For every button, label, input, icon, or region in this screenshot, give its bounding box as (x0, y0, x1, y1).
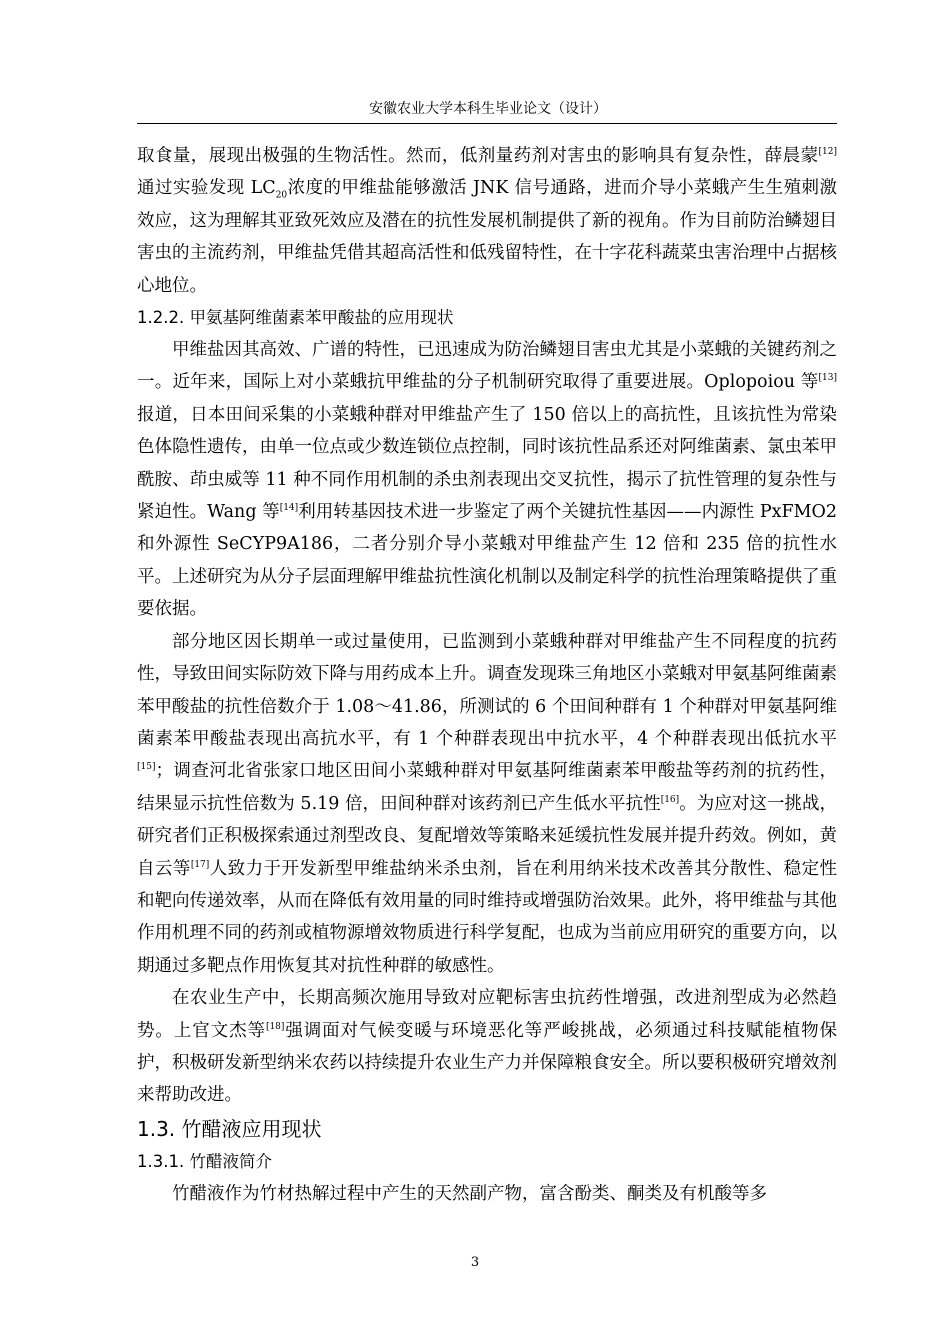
section-heading-1-3-1: 1.3.1. 竹醋液简介 (137, 1151, 272, 1171)
paragraph-1 (137, 140, 837, 302)
citation-ref: [18] (265, 1021, 285, 1032)
citation-ref: [17] (190, 859, 210, 870)
paragraph-3 (137, 626, 837, 982)
citation-ref: [16] (660, 794, 680, 805)
paragraph-text: 取食量，展现出极强的生物活性。然而，低剂量药剂对害虫的影响具有复杂性，薛晨蒙 (137, 146, 819, 166)
running-header: 安徽农业大学本科生毕业论文（设计） (369, 101, 607, 117)
paragraph-text: 利用转基因技术进一步鉴定了两个关键抗性基因——内源性 PxFMO2 和外源性 SeCYP9A186，二者分别介导小菜蛾对甲维盐产生 12 倍和 235 倍的抗性水平。上述研究为从分子层面理解甲维盐抗性演化机制以及制定科学的抗性治理策略提供了重要依据。 (137, 502, 838, 620)
section-heading-1-3: 1.3. 竹醋液应用现状 (137, 1116, 322, 1141)
page-body (137, 140, 837, 1210)
paragraph-2 (137, 334, 837, 626)
paragraph-text: 人致力于开发新型甲维盐纳米杀虫剂，旨在利用纳米技术改善其分散性、稳定性和靶向传递效率，从而在降低有效用量的同时维持或增强防治效果。此外，将甲维盐与其他作用机理不同的药剂或植物源增效物质进行科学复配，也成为当前应用研究的重要方向，以期通过多靶点作用恢复其对抗性种群的敏感性。 (137, 858, 838, 976)
paragraph-text: 甲维盐因其高效、广谱的特性，已迅速成为防治鳞翅目害虫尤其是小菜蛾的关键药剂之一。近年来，国际上对小菜蛾抗甲维盐的分子机制研究取得了重要进展。Oplopoiou 等 (137, 340, 837, 393)
citation-ref: [13] (818, 373, 837, 384)
paragraph-text: 部分地区因长期单一或过量使用，已监测到小菜蛾种群对甲维盐产生不同程度的抗药性，导致田间实际防效下降与用药成本上升。调查发现珠三角地区小菜蛾对甲氨基阿维菌素苯甲酸盐的抗性倍数介于 1.08～41.86，所测试的 6 个田间种群有 1 个种群对甲氨基阿维菌素苯甲酸盐表现出高抗水平，有 1 个种群表现出中抗水平，4 个种群表现出低抗水平 (137, 631, 837, 749)
paragraph-text: 浓度的甲维盐能够激活 JNK 信号通路，进而介导小菜蛾产生生殖刺激效应，这为理解其亚致死效应及潜在的抗性发展机制提供了新的视角。作为目前防治鳞翅目害虫的主流药剂，甲维盐凭借其超高活性和低残留特性，在十字花科蔬菜虫害治理中占据核心地位。 (137, 178, 837, 296)
paragraph-text: 通过实验发现 LC (137, 178, 276, 199)
section-heading-1-2-2: 1.2.2. 甲氨基阿维菌素苯甲酸盐的应用现状 (137, 308, 454, 328)
paragraph-text: 在农业生产中，长期高频次施用导致对应靶标害虫抗药性增强，改进剂型成为必然趋势。上官文杰等 (137, 988, 837, 1041)
paragraph-text: ；调查河北省张家口地区田间小菜蛾种群对甲氨基阿维菌素苯甲酸盐等药剂的抗药性，结果显示抗性倍数为 5.19 倍，田间种群对该药剂已产生低水平抗性 (137, 761, 837, 814)
citation-ref: [15] (137, 762, 156, 773)
header-divider (137, 123, 837, 124)
citation-ref: [14] (279, 503, 299, 514)
paragraph-text: 。为应对这一挑战，研究者们正积极探索通过剂型改良、复配增效等策略来延缓抗性发展并提升药效。例如，黄自云等 (137, 793, 838, 879)
subscript: 20 (275, 190, 288, 201)
citation-ref: [12] (818, 147, 837, 158)
paragraph-text: 强调面对气候变暖与环境恶化等严峻挑战，必须通过科技赋能植物保护，积极研发新型纳米农药以持续提升农业生产力并保障粮食安全。所以要积极研究增效剂来帮助改进。 (137, 1020, 837, 1106)
paragraph-text: 报道，日本田间采集的小菜蛾种群对甲维盐产生了 150 倍以上的高抗性，且该抗性为常染色体隐性遗传，由单一位点或少数连锁位点控制，同时该抗性品系还对阿维菌素、氯虫苯甲酰胺、茚虫威等 11 种不同作用机制的杀虫剂表现出交叉抗性，揭示了抗性管理的复杂性与紧迫性。Wang 等 (137, 404, 837, 523)
paragraph-4 (137, 982, 837, 1112)
page-number: 3 (470, 1255, 480, 1270)
paragraph-5: 竹醋液作为竹材热解过程中产生的天然副产物，富含酚类、酮类及有机酸等多 (172, 1183, 767, 1204)
